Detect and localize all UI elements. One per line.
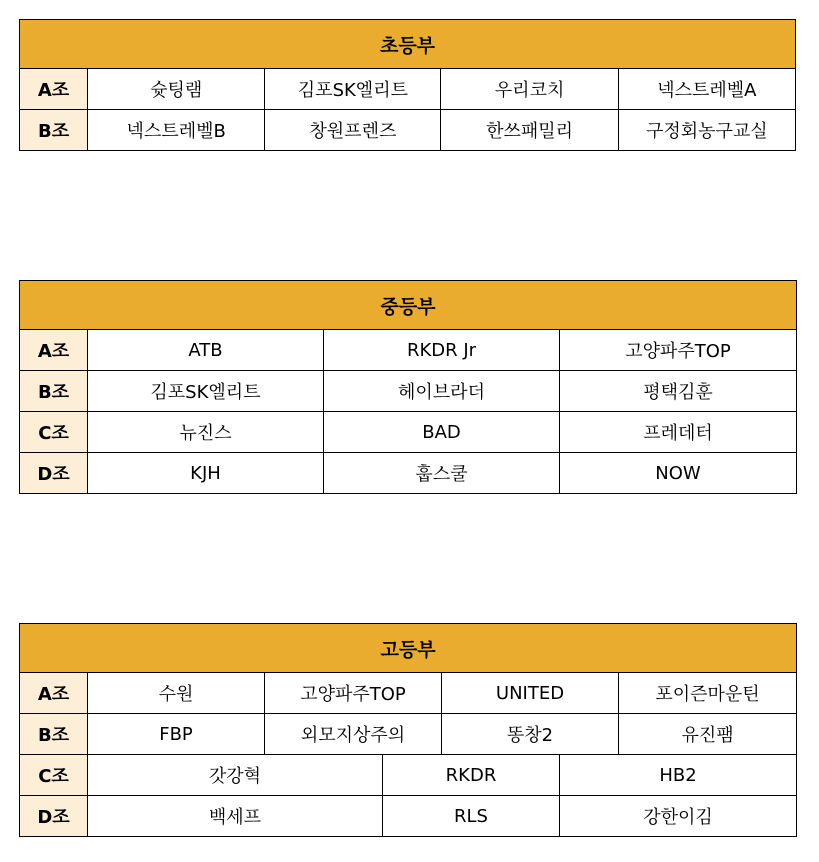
team-cell: 갓강혁 [88,755,383,796]
team-cell: 포이즌마운틴 [619,673,797,714]
team-cell: RKDR Jr [324,330,560,371]
team-cell: 외모지상주의 [265,714,442,755]
team-cell: BAD [324,412,560,453]
team-cell: FBP [88,714,265,755]
group-label: B조 [20,371,88,412]
team-cell: NOW [560,453,797,494]
team-cell: UNITED [442,673,619,714]
group-label: B조 [20,110,88,151]
group-label: C조 [20,755,88,796]
group-row [20,453,797,494]
team-cell: 넥스트레벨B [88,110,265,151]
team-cell: RLS [383,796,560,837]
group-label: A조 [20,673,88,714]
team-cell: 김포SK엘리트 [265,69,441,110]
team-cell: 똥창2 [442,714,619,755]
team-cell: RKDR [383,755,560,796]
team-cell: 강한이김 [560,796,797,837]
team-cell: 넥스트레벨A [618,69,795,110]
team-cell: 헤이브라더 [324,371,560,412]
team-cell: 평택김훈 [560,371,797,412]
group-label: A조 [20,69,88,110]
division-title: 중등부 [20,281,797,330]
team-cell: 백세프 [88,796,383,837]
group-label: A조 [20,330,88,371]
high-division-table [19,623,797,837]
team-cell: 슛팅램 [88,69,265,110]
team-cell: KJH [88,453,324,494]
group-row [20,330,797,371]
team-cell: 훕스쿨 [324,453,560,494]
group-label: D조 [20,796,88,837]
team-cell: 고양파주TOP [560,330,797,371]
team-cell: HB2 [560,755,797,796]
team-cell: 뉴진스 [88,412,324,453]
division-title: 고등부 [20,624,797,673]
group-row [20,412,797,453]
team-cell: 김포SK엘리트 [88,371,324,412]
team-cell: 우리코치 [441,69,618,110]
group-row [20,69,796,110]
group-row [20,673,797,714]
group-label: D조 [20,453,88,494]
group-row [20,110,796,151]
team-cell: 프레데터 [560,412,797,453]
team-cell: ATB [88,330,324,371]
division-title: 초등부 [20,20,796,69]
group-label: C조 [20,412,88,453]
team-cell: 창원프렌즈 [265,110,441,151]
team-cell: 한쓰패밀리 [441,110,618,151]
team-cell: 수원 [88,673,265,714]
group-row [20,371,797,412]
elementary-division-table [19,19,796,151]
team-cell: 고양파주TOP [265,673,442,714]
middle-division-table [19,280,797,494]
group-label: B조 [20,714,88,755]
group-row [20,714,797,755]
group-row [20,796,797,837]
team-cell: 구정회농구교실 [618,110,795,151]
team-cell: 유진팸 [619,714,797,755]
group-row [20,755,797,796]
